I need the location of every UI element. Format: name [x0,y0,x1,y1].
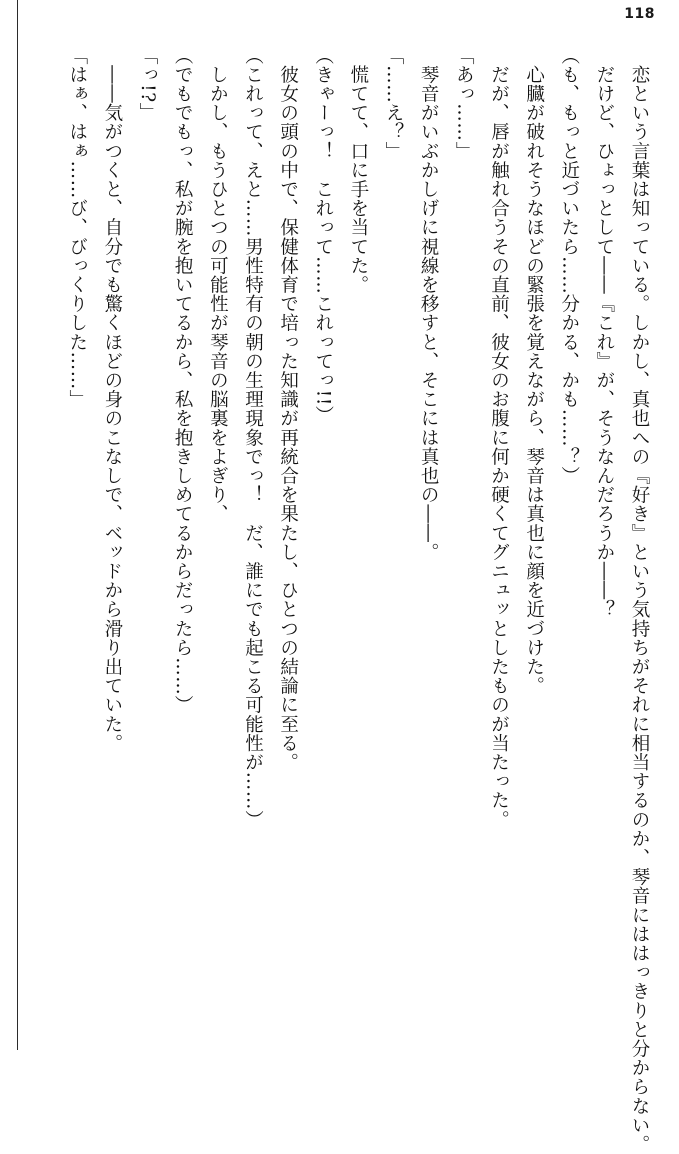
paragraph: 「……え？」 [383,46,405,161]
paragraph: 心臓が破れそうなほどの緊張を覚えながら、琴音は真也に顔を近づけた。 [523,46,545,696]
paragraph: 「はぁ、はぁ……び、びっくりした……」 [66,46,88,409]
paragraph: 恋という言葉は知っている。しかし、真也への『好き』という気持ちがそれに相当するのか、琴音にははっきりと分からない。 [629,46,650,1154]
page-number: 118 [624,6,655,22]
paragraph: 慌てて、口に手を当てた。 [347,46,369,295]
paragraph: （でもでもっ、私が腕を抱いてるから、私を抱きしめてるからだったら……） [172,46,194,715]
paragraph: 彼女の頭の中で、保健体育で培った知識が再統合を果たし、ひとつの結論に至る。 [277,46,299,772]
novel-body-text [28,46,657,1154]
paragraph: 「あっ……」 [453,46,475,161]
paragraph: だが、唇が触れ合うその直前、彼女のお腹に何か硬くてグニュッとしたものが当たった。 [488,46,510,830]
paragraph: しかし、もうひとつの可能性が琴音の脳裏をよぎり、 [207,46,229,524]
margin-rule-line [17,0,18,1050]
paragraph: （これって、えと……男性特有の朝の生理現象でっ！ だ、誰にでも起こる可能性が……） [242,46,264,830]
paragraph: （も、もっと近づいたら……分かる、かも……？） [558,46,580,486]
paragraph: ――気がつくと、自分でも驚くほどの身のこなしで、ベッドから滑り出ていた。 [101,46,123,753]
paragraph: （きゃーっ！ これって……これってっ!!） [312,46,334,425]
paragraph: 「っ!?」 [137,46,159,122]
paragraph: 琴音がいぶかしげに視線を移すと、そこには真也の――。 [418,46,440,562]
paragraph: だけど、ひょっとして――『これ』が、そうなんだろうか――？ [593,46,615,619]
